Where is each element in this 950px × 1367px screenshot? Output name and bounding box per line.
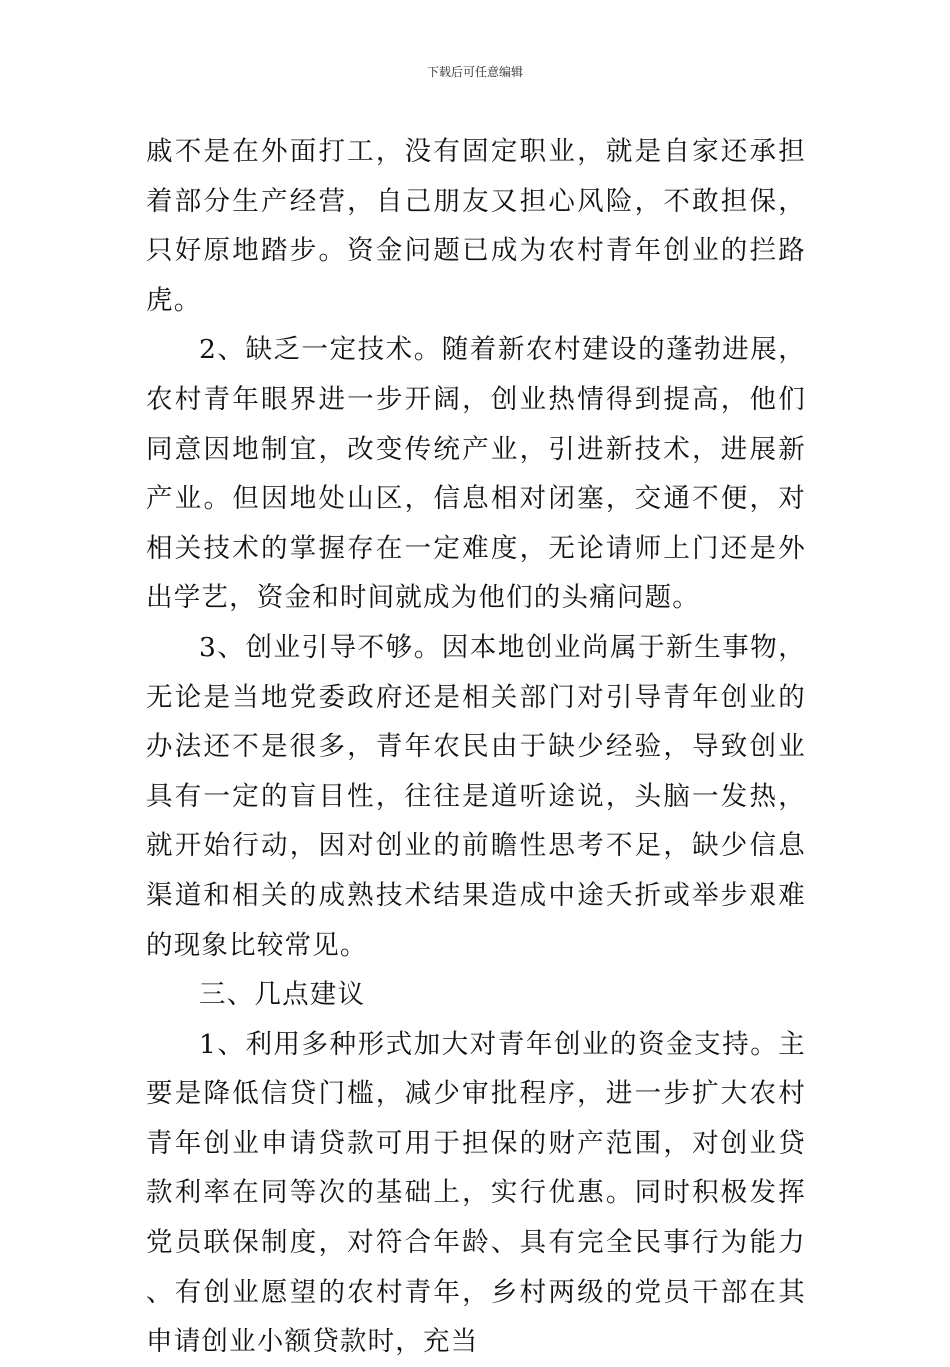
document-body [146,127,806,1367]
page-header [0,64,950,80]
paragraph-continuation: 戚不是在外面打工，没有固定职业，就是自家还承担着部分生产经营，自己朋友又担心风险，不敢担保，只好原地踏步。资金问题已成为农村青年创业的拦路虎。 [146,136,806,316]
paragraph-insufficient-guidance: 3、创业引导不够。因本地创业尚属于新生事物，无论是当地党委政府还是相关部门对引导青年创业的办法还不是很多，青年农民由于缺少经验，导致创业具有一定的盲目性，往往是道听途说，头脑一发热，就开始行动，因对创业的前瞻性思考不足，缺少信息渠道和相关的成熟技术结果造成中途夭折或举步艰难的现象比较常见。 [146,631,806,961]
header-note: 下载后可任意编辑 [426,65,523,79]
paragraph-lack-of-technology: 2、缺乏一定技术。随着新农村建设的蓬勃进展，农村青年眼界进一步开阔，创业热情得到提高，他们同意因地制宜，改变传统产业，引进新技术，进展新产业。但因地处山区，信息相对闭塞，交通不便，对相关技术的掌握存在一定难度，无论请师上门还是外出学艺，资金和时间就成为他们的头痛问题。 [146,334,806,614]
section-heading-suggestions: 三、几点建议 [199,979,366,1011]
paragraph-funding-support: 1、利用多种形式加大对青年创业的资金支持。主要是降低信贷门槛，减少审批程序，进一步扩大农村青年创业申请贷款可用于担保的财产范围，对创业贷款利率在同等次的基础上，实行优惠。同时积极发挥党员联保制度，对符合年龄、具有完全民事行为能力、有创业愿望的农村青年，乡村两级的党员干部在其申请创业小额贷款时，充当 [146,1028,806,1358]
